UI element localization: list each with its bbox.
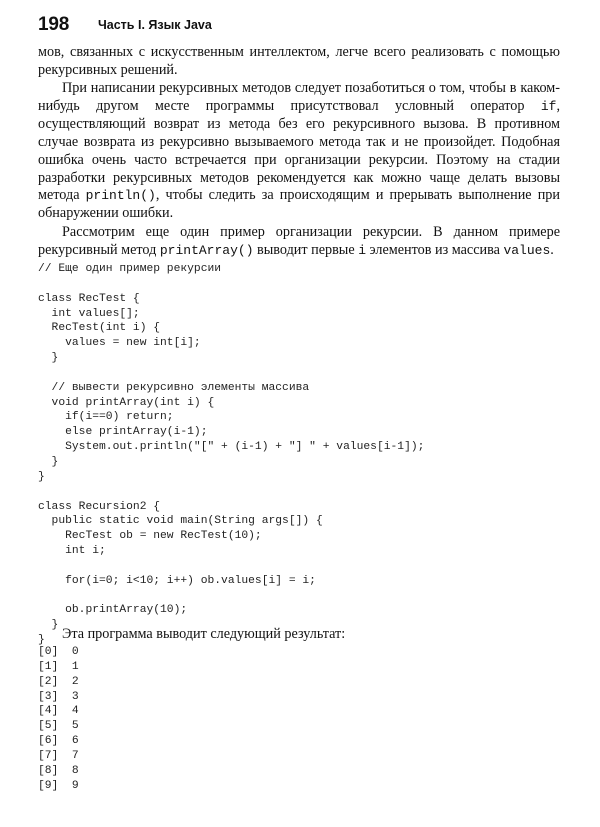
page-number: 198 <box>38 14 70 35</box>
example-text-part-3: элементов из массива <box>366 241 504 258</box>
page-header <box>38 14 568 38</box>
example-intro-paragraph <box>38 224 560 260</box>
advice-text-part-1: При написании рекурсивных методов следует позаботиться о том, чтобы в каком-нибудь другом месте программы присутствовал условный оператор <box>38 80 560 114</box>
intro-text: мов, связанных с искусственным интеллектом, легче всего реализовать с помощью рекурсивных решений. <box>38 44 560 78</box>
inline-code-printarray: printArray() <box>159 242 254 258</box>
inline-code-if: if <box>540 98 557 114</box>
output-intro-paragraph <box>38 626 560 644</box>
example-intro-text <box>38 224 560 260</box>
program-output: [0] 0 [1] 1 [2] 2 [3] 3 [4] 4 [5] 5 [6] 6 [7] 7 [8] 8 [9] 9 <box>38 646 79 792</box>
inline-code-i: i <box>358 242 366 258</box>
recursion-advice-paragraph <box>38 80 560 223</box>
inline-code-values: values <box>503 242 551 258</box>
output-intro-text: Эта программа выводит следующий результат: <box>62 626 346 642</box>
inline-code-println: println() <box>85 188 156 204</box>
code-listing: // Еще один пример рекурсии class RecTest { int values[]; RecTest(int i) { values = new int[i]; } // вывести рекурсивно элементы массива void printArray(int i) { if(i==0) return; else printArray(i-1); System.out.println("[" + (i-1) + "] " + values[i-1]); } } class Recursion2 { public static void main(String args[]) { RecTest ob = new RecTest(10); int i; for(i=0; i<10; i++) ob.values[i] = i; ob.printArray(10); } } <box>38 263 425 647</box>
advice-text-part-3: , чтобы следить за происходящим и прерывать выполнение при обнаружении ошибки. <box>38 187 560 222</box>
intro-paragraph <box>38 44 560 80</box>
example-text-part-1: Рассмотрим еще один пример организации рекурсии. В данном примере рекурсивный метод <box>38 224 560 258</box>
advice-text-part-2: , осуществляющий возврат из метода без его рекурсивного вызова. В противном случае возврата из рекурсивно вызываемого метода так и не произойдет. Подобная ошибка очень часто встречается при организации рекурсии. Поэтому на стадии разработки рекурсивных методов рекомендуется как можно чаще делать вызовы метода <box>38 97 560 204</box>
example-text-part-4: . <box>550 241 554 258</box>
example-text-part-2: выводит первые <box>253 241 359 258</box>
running-head: Часть I. Язык Java <box>98 18 212 32</box>
recursion-advice-text <box>38 80 560 223</box>
